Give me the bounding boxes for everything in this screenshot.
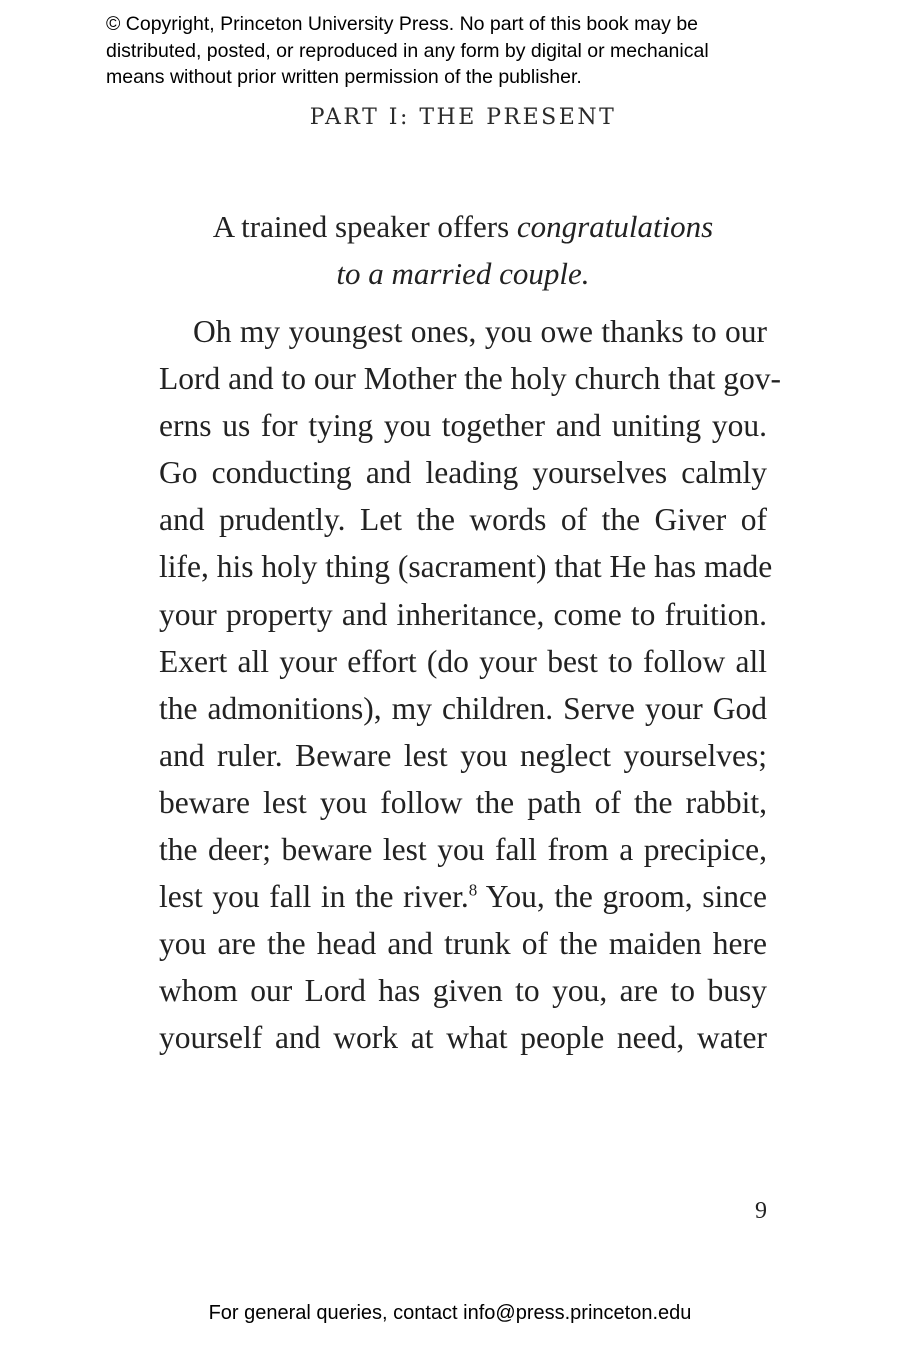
copyright-line: means without prior written permission of the publisher.: [106, 66, 582, 88]
heading-line-1: [0, 203, 900, 250]
heading-italic-text: to a married couple.: [336, 256, 590, 291]
body-line: beware lest you follow the path of the rabbit,: [159, 784, 767, 820]
body-line: Exert all your effort (do your best to follow all: [159, 643, 767, 679]
heading-plain-text: A trained speaker offers: [212, 209, 517, 244]
body-line: yourself and work at what people need, water: [159, 1020, 767, 1056]
running-head: PART I: THE PRESENT: [309, 105, 617, 130]
body-line: the deer; beware lest you fall from a precipice,: [159, 832, 767, 868]
copyright-line: © Copyright, Princeton University Press. No part of this book may be: [106, 13, 699, 35]
body-line: and ruler. Beware lest you neglect yourselves;: [159, 737, 767, 773]
body-line: Lord and to our Mother the holy church that gov-: [159, 361, 781, 397]
section-heading: [0, 203, 900, 297]
footnote-reference[interactable]: 8: [468, 880, 478, 900]
body-line: Go conducting and leading yourselves calmly: [159, 455, 767, 491]
copyright-line: distributed, posted, or reproduced in any form by digital or mechanical: [106, 39, 709, 62]
heading-line-2: [0, 250, 900, 297]
body-line: and prudently. Let the words of the Giver of: [159, 502, 767, 538]
body-text-segment: You, the groom, since: [485, 879, 767, 915]
body-text-segment: lest you fall in the river.: [159, 879, 469, 915]
page-number: 9: [755, 1198, 767, 1224]
heading-italic-text: congratulations: [516, 209, 714, 244]
body-line: life, his holy thing (sacrament) that He has made: [159, 549, 773, 585]
body-line: erns us for tying you together and uniting you.: [159, 408, 767, 444]
footer-contact: For general queries, contact info@press.princeton.edu: [208, 1302, 692, 1324]
body-line: you are the head and trunk of the maiden here: [159, 926, 767, 962]
body-line: Oh my youngest ones, you owe thanks to our: [193, 314, 767, 349]
body-line: whom our Lord has given to you, are to busy: [159, 973, 767, 1009]
body-line: the admonitions), my children. Serve your God: [159, 690, 767, 726]
copyright-notice: [106, 11, 826, 91]
body-line: your property and inheritance, come to fruition.: [159, 596, 767, 632]
body-line-with-footnote: [159, 873, 767, 920]
body-paragraph: [159, 308, 781, 1062]
